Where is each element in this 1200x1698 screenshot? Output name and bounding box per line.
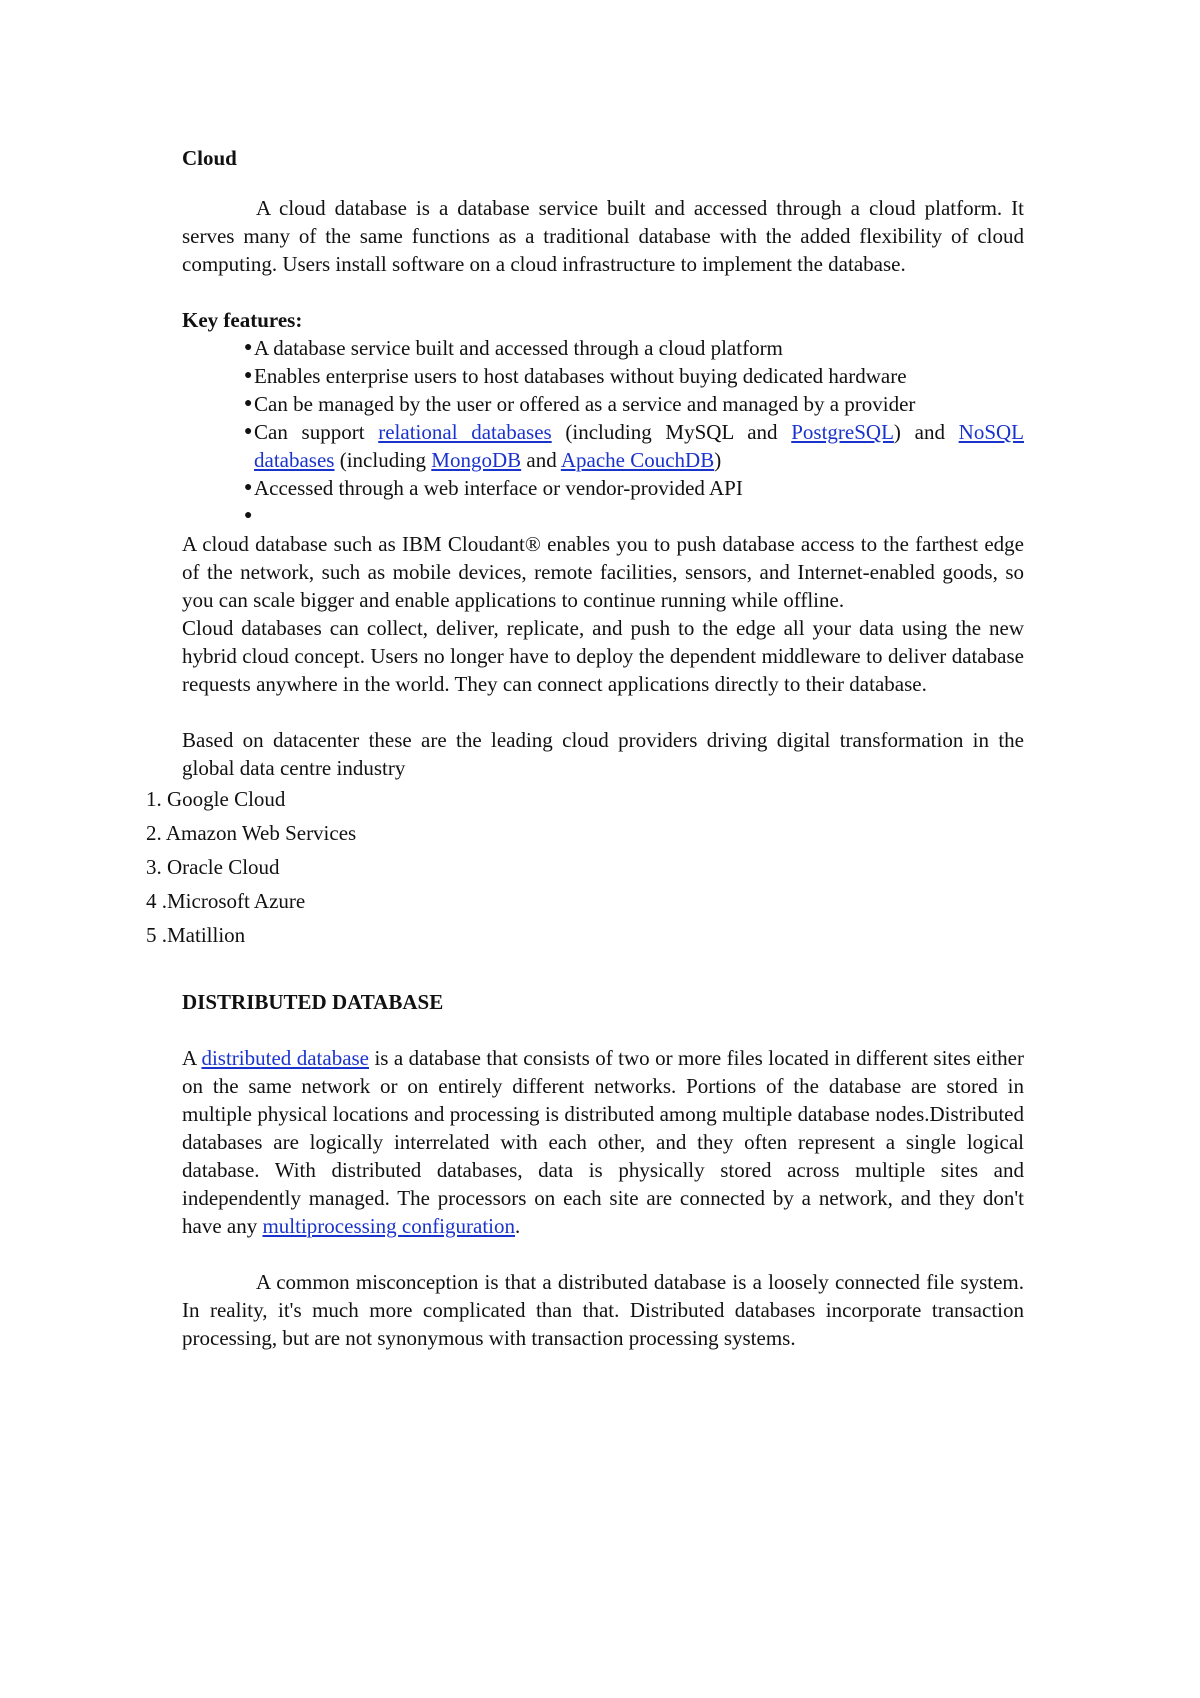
apache-couchdb-link[interactable]: Apache CouchDB <box>560 448 715 472</box>
provider-item: 2. Amazon Web Services <box>146 821 357 845</box>
feature-item: ● Enables enterprise users to host databases without buying dedicated hardware <box>244 364 907 388</box>
multiprocessing-configuration-link[interactable]: multiprocessing configuration <box>262 1214 516 1238</box>
cloud-intro-paragraph: A cloud database is a database service built and accessed through a cloud platform. It serves many of the same functions as a traditional database with the added flexibility of cloud computing. Users install software on a cloud infrastructure to implement the database. <box>182 196 1024 276</box>
provider-item: 3. Oracle Cloud <box>146 855 280 879</box>
providers-list <box>146 782 1024 952</box>
distributed-database-heading: DISTRIBUTED DATABASE <box>182 990 444 1014</box>
bullet-icon: ● <box>244 508 253 523</box>
hybrid-cloud-paragraph: Cloud databases can collect, deliver, replicate, and push to the edge all your data using the new hybrid cloud concept. Users no longer have to deploy the dependent middleware to deliver database requests anywhere in the world. They can connect applications directly to their database. <box>182 616 1024 696</box>
document-body <box>146 144 1024 1352</box>
misconception-paragraph: A common misconception is that a distributed database is a loosely connected file system. In reality, it's much more complicated than that. Distributed databases incorporate transaction processing, but are not synonymous with transaction processing systems. <box>182 1270 1024 1350</box>
feature-item: ● Can be managed by the user or offered as a service and managed by a provider <box>244 392 916 416</box>
feature-item: ● Accessed through a web interface or vendor-provided API <box>244 476 743 500</box>
bullet-icon: ● <box>244 424 253 439</box>
bullet-icon: ● <box>244 480 253 495</box>
provider-item: 4 .Microsoft Azure <box>146 889 306 913</box>
providers-intro-paragraph: Based on datacenter these are the leading cloud providers driving digital transformation in the global data centre industry <box>182 728 1024 780</box>
feature-item-empty <box>244 502 1024 530</box>
feature-item-support: ● Can support relational databases (including MySQL and PostgreSQL) and NoSQL databases (including MongoDB and Apache CouchDB) <box>244 420 1024 472</box>
mongodb-link[interactable]: MongoDB <box>431 448 522 472</box>
cloudant-paragraph: A cloud database such as IBM Cloudant® enables you to push database access to the farthest edge of the network, such as mobile devices, remote facilities, sensors, and Internet-enabled goods, so you can scale bigger and enable applications to continue running while offline. <box>182 532 1024 612</box>
distributed-database-link[interactable]: distributed database <box>201 1046 370 1070</box>
cloud-heading: Cloud <box>182 146 237 170</box>
key-features-list <box>182 334 1024 530</box>
nosql-databases-link[interactable]: NoSQL databases <box>254 420 1024 472</box>
bullet-icon: ● <box>244 340 253 355</box>
feature-item: ● A database service built and accessed through a cloud platform <box>244 336 783 360</box>
distributed-definition-paragraph: A distributed database is a database that consists of two or more files located in different sites either on the same network or on entirely different networks. Portions of the database are stored in multiple physical locations and processing is distributed among multiple database nodes.Distributed databases are logically interrelated with each other, and they often represent a single logical database. With distributed databases, data is physically stored across multiple sites and independently managed. The processors on each site are connected by a network, and they don't have any multiprocessing configuration. <box>182 1046 1024 1238</box>
relational-databases-link[interactable]: relational databases <box>378 420 552 444</box>
postgresql-link[interactable]: PostgreSQL <box>791 420 894 444</box>
bullet-icon: ● <box>244 368 253 383</box>
key-features-heading: Key features: <box>182 308 303 332</box>
provider-item: 1. Google Cloud <box>146 787 286 811</box>
provider-item: 5 .Matillion <box>146 923 246 947</box>
bullet-icon: ● <box>244 396 253 411</box>
